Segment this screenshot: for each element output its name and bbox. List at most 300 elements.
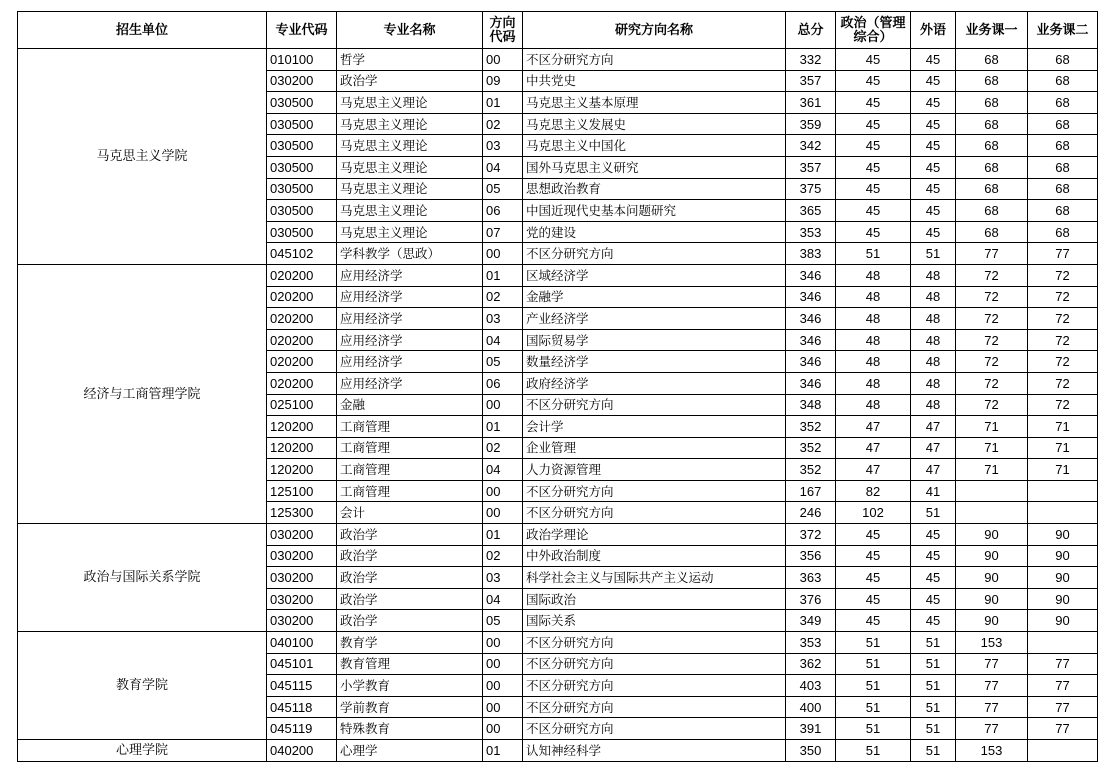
subject2-score-cell: 68 bbox=[1028, 49, 1098, 71]
header-cell: 总分 bbox=[786, 12, 836, 49]
subject2-score-cell: 68 bbox=[1028, 178, 1098, 200]
direction-code-cell: 00 bbox=[483, 675, 523, 697]
politics-score-cell: 45 bbox=[836, 610, 911, 632]
major-code-cell: 045118 bbox=[267, 696, 337, 718]
subject1-score-cell: 72 bbox=[956, 308, 1028, 330]
subject2-score-cell: 72 bbox=[1028, 286, 1098, 308]
total-score-cell: 365 bbox=[786, 200, 836, 222]
total-score-cell: 357 bbox=[786, 156, 836, 178]
language-score-cell: 45 bbox=[911, 113, 956, 135]
direction-code-cell: 00 bbox=[483, 502, 523, 524]
subject1-score-cell: 72 bbox=[956, 372, 1028, 394]
direction-code-cell: 03 bbox=[483, 308, 523, 330]
language-score-cell: 45 bbox=[911, 545, 956, 567]
politics-score-cell: 45 bbox=[836, 70, 911, 92]
language-score-cell: 41 bbox=[911, 480, 956, 502]
total-score-cell: 403 bbox=[786, 675, 836, 697]
major-code-cell: 120200 bbox=[267, 416, 337, 438]
major-name-cell: 应用经济学 bbox=[337, 286, 483, 308]
unit-cell: 政治与国际关系学院 bbox=[18, 524, 267, 632]
direction-name-cell: 中共党史 bbox=[523, 70, 786, 92]
subject2-score-cell: 71 bbox=[1028, 416, 1098, 438]
language-score-cell: 45 bbox=[911, 221, 956, 243]
major-code-cell: 020200 bbox=[267, 286, 337, 308]
language-score-cell: 45 bbox=[911, 92, 956, 114]
politics-score-cell: 51 bbox=[836, 718, 911, 740]
major-name-cell: 学前教育 bbox=[337, 696, 483, 718]
politics-score-cell: 51 bbox=[836, 632, 911, 654]
header-cell: 政治（管理综合） bbox=[836, 12, 911, 49]
direction-name-cell: 不区分研究方向 bbox=[523, 675, 786, 697]
subject2-score-cell: 72 bbox=[1028, 308, 1098, 330]
total-score-cell: 352 bbox=[786, 437, 836, 459]
subject2-score-cell: 77 bbox=[1028, 675, 1098, 697]
subject1-score-cell: 72 bbox=[956, 264, 1028, 286]
total-score-cell: 352 bbox=[786, 459, 836, 481]
major-code-cell: 030500 bbox=[267, 178, 337, 200]
politics-score-cell: 45 bbox=[836, 49, 911, 71]
politics-score-cell: 45 bbox=[836, 92, 911, 114]
major-name-cell: 金融 bbox=[337, 394, 483, 416]
unit-cell: 马克思主义学院 bbox=[18, 49, 267, 265]
header-cell: 方向代码 bbox=[483, 12, 523, 49]
header-row bbox=[18, 12, 1098, 49]
major-code-cell: 045115 bbox=[267, 675, 337, 697]
major-name-cell: 应用经济学 bbox=[337, 351, 483, 373]
subject2-score-cell: 77 bbox=[1028, 718, 1098, 740]
subject1-score-cell: 90 bbox=[956, 588, 1028, 610]
subject2-score-cell: 90 bbox=[1028, 610, 1098, 632]
major-name-cell: 政治学 bbox=[337, 610, 483, 632]
direction-name-cell: 科学社会主义与国际共产主义运动 bbox=[523, 567, 786, 589]
direction-code-cell: 03 bbox=[483, 567, 523, 589]
politics-score-cell: 45 bbox=[836, 113, 911, 135]
major-name-cell: 政治学 bbox=[337, 588, 483, 610]
language-score-cell: 45 bbox=[911, 49, 956, 71]
direction-code-cell: 00 bbox=[483, 696, 523, 718]
subject2-score-cell: 90 bbox=[1028, 588, 1098, 610]
total-score-cell: 375 bbox=[786, 178, 836, 200]
subject2-score-cell: 68 bbox=[1028, 113, 1098, 135]
subject2-score-cell: 90 bbox=[1028, 524, 1098, 546]
subject2-score-cell: 90 bbox=[1028, 545, 1098, 567]
subject1-score-cell: 72 bbox=[956, 329, 1028, 351]
language-score-cell: 48 bbox=[911, 308, 956, 330]
subject2-score-cell: 71 bbox=[1028, 459, 1098, 481]
major-name-cell: 马克思主义理论 bbox=[337, 200, 483, 222]
politics-score-cell: 45 bbox=[836, 178, 911, 200]
direction-code-cell: 06 bbox=[483, 372, 523, 394]
direction-code-cell: 00 bbox=[483, 49, 523, 71]
politics-score-cell: 51 bbox=[836, 740, 911, 762]
subject1-score-cell: 68 bbox=[956, 178, 1028, 200]
major-code-cell: 030500 bbox=[267, 200, 337, 222]
major-name-cell: 学科教学（思政） bbox=[337, 243, 483, 265]
politics-score-cell: 48 bbox=[836, 394, 911, 416]
subject1-score-cell bbox=[956, 502, 1028, 524]
header-cell: 专业名称 bbox=[337, 12, 483, 49]
subject2-score-cell: 90 bbox=[1028, 567, 1098, 589]
language-score-cell: 45 bbox=[911, 610, 956, 632]
direction-code-cell: 05 bbox=[483, 610, 523, 632]
major-name-cell: 政治学 bbox=[337, 545, 483, 567]
language-score-cell: 48 bbox=[911, 329, 956, 351]
politics-score-cell: 48 bbox=[836, 308, 911, 330]
total-score-cell: 353 bbox=[786, 221, 836, 243]
direction-code-cell: 05 bbox=[483, 351, 523, 373]
language-score-cell: 51 bbox=[911, 675, 956, 697]
major-code-cell: 045101 bbox=[267, 653, 337, 675]
major-code-cell: 030200 bbox=[267, 610, 337, 632]
subject1-score-cell: 68 bbox=[956, 200, 1028, 222]
total-score-cell: 342 bbox=[786, 135, 836, 157]
total-score-cell: 246 bbox=[786, 502, 836, 524]
major-code-cell: 030500 bbox=[267, 92, 337, 114]
major-code-cell: 020200 bbox=[267, 372, 337, 394]
politics-score-cell: 45 bbox=[836, 567, 911, 589]
subject1-score-cell: 153 bbox=[956, 740, 1028, 762]
major-code-cell: 030500 bbox=[267, 221, 337, 243]
language-score-cell: 45 bbox=[911, 156, 956, 178]
major-name-cell: 会计 bbox=[337, 502, 483, 524]
direction-name-cell: 不区分研究方向 bbox=[523, 696, 786, 718]
direction-code-cell: 07 bbox=[483, 221, 523, 243]
language-score-cell: 47 bbox=[911, 437, 956, 459]
major-name-cell: 政治学 bbox=[337, 524, 483, 546]
direction-code-cell: 00 bbox=[483, 653, 523, 675]
major-code-cell: 125100 bbox=[267, 480, 337, 502]
direction-code-cell: 02 bbox=[483, 113, 523, 135]
subject1-score-cell: 68 bbox=[956, 113, 1028, 135]
politics-score-cell: 47 bbox=[836, 437, 911, 459]
subject1-score-cell: 90 bbox=[956, 545, 1028, 567]
direction-name-cell: 思想政治教育 bbox=[523, 178, 786, 200]
language-score-cell: 51 bbox=[911, 243, 956, 265]
subject1-score-cell: 68 bbox=[956, 156, 1028, 178]
major-code-cell: 020200 bbox=[267, 329, 337, 351]
major-code-cell: 045119 bbox=[267, 718, 337, 740]
politics-score-cell: 45 bbox=[836, 588, 911, 610]
total-score-cell: 346 bbox=[786, 286, 836, 308]
subject1-score-cell: 71 bbox=[956, 437, 1028, 459]
direction-name-cell: 不区分研究方向 bbox=[523, 394, 786, 416]
subject2-score-cell: 72 bbox=[1028, 372, 1098, 394]
direction-name-cell: 不区分研究方向 bbox=[523, 49, 786, 71]
direction-code-cell: 05 bbox=[483, 178, 523, 200]
major-code-cell: 030200 bbox=[267, 545, 337, 567]
total-score-cell: 348 bbox=[786, 394, 836, 416]
direction-name-cell: 不区分研究方向 bbox=[523, 502, 786, 524]
unit-cell: 心理学院 bbox=[18, 740, 267, 762]
major-name-cell: 应用经济学 bbox=[337, 264, 483, 286]
direction-name-cell: 金融学 bbox=[523, 286, 786, 308]
direction-name-cell: 不区分研究方向 bbox=[523, 243, 786, 265]
subject2-score-cell: 72 bbox=[1028, 351, 1098, 373]
subject2-score-cell bbox=[1028, 502, 1098, 524]
major-code-cell: 020200 bbox=[267, 308, 337, 330]
direction-name-cell: 中国近现代史基本问题研究 bbox=[523, 200, 786, 222]
direction-code-cell: 00 bbox=[483, 243, 523, 265]
politics-score-cell: 45 bbox=[836, 135, 911, 157]
total-score-cell: 167 bbox=[786, 480, 836, 502]
major-name-cell: 马克思主义理论 bbox=[337, 156, 483, 178]
direction-name-cell: 不区分研究方向 bbox=[523, 653, 786, 675]
subject1-score-cell: 153 bbox=[956, 632, 1028, 654]
total-score-cell: 357 bbox=[786, 70, 836, 92]
major-code-cell: 120200 bbox=[267, 437, 337, 459]
total-score-cell: 349 bbox=[786, 610, 836, 632]
politics-score-cell: 48 bbox=[836, 351, 911, 373]
major-name-cell: 哲学 bbox=[337, 49, 483, 71]
total-score-cell: 376 bbox=[786, 588, 836, 610]
major-code-cell: 020200 bbox=[267, 351, 337, 373]
direction-name-cell: 不区分研究方向 bbox=[523, 632, 786, 654]
subject1-score-cell: 68 bbox=[956, 221, 1028, 243]
direction-code-cell: 04 bbox=[483, 459, 523, 481]
major-name-cell: 教育管理 bbox=[337, 653, 483, 675]
language-score-cell: 48 bbox=[911, 286, 956, 308]
subject1-score-cell: 77 bbox=[956, 718, 1028, 740]
subject2-score-cell: 77 bbox=[1028, 243, 1098, 265]
subject2-score-cell bbox=[1028, 740, 1098, 762]
direction-code-cell: 00 bbox=[483, 480, 523, 502]
major-name-cell: 工商管理 bbox=[337, 459, 483, 481]
subject1-score-cell: 72 bbox=[956, 394, 1028, 416]
direction-name-cell: 不区分研究方向 bbox=[523, 718, 786, 740]
subject1-score-cell: 72 bbox=[956, 286, 1028, 308]
table-row bbox=[18, 632, 1098, 654]
total-score-cell: 346 bbox=[786, 308, 836, 330]
major-code-cell: 025100 bbox=[267, 394, 337, 416]
major-name-cell: 马克思主义理论 bbox=[337, 178, 483, 200]
header-cell: 研究方向名称 bbox=[523, 12, 786, 49]
direction-name-cell: 人力资源管理 bbox=[523, 459, 786, 481]
subject1-score-cell: 68 bbox=[956, 70, 1028, 92]
major-code-cell: 030200 bbox=[267, 524, 337, 546]
direction-code-cell: 00 bbox=[483, 718, 523, 740]
language-score-cell: 51 bbox=[911, 653, 956, 675]
language-score-cell: 48 bbox=[911, 351, 956, 373]
politics-score-cell: 51 bbox=[836, 653, 911, 675]
major-name-cell: 政治学 bbox=[337, 70, 483, 92]
major-code-cell: 125300 bbox=[267, 502, 337, 524]
direction-code-cell: 04 bbox=[483, 329, 523, 351]
politics-score-cell: 48 bbox=[836, 286, 911, 308]
politics-score-cell: 51 bbox=[836, 696, 911, 718]
major-name-cell: 马克思主义理论 bbox=[337, 113, 483, 135]
major-code-cell: 030200 bbox=[267, 70, 337, 92]
subject2-score-cell: 72 bbox=[1028, 394, 1098, 416]
direction-name-cell: 中外政治制度 bbox=[523, 545, 786, 567]
language-score-cell: 48 bbox=[911, 372, 956, 394]
politics-score-cell: 45 bbox=[836, 156, 911, 178]
total-score-cell: 362 bbox=[786, 653, 836, 675]
total-score-cell: 391 bbox=[786, 718, 836, 740]
total-score-cell: 346 bbox=[786, 329, 836, 351]
subject2-score-cell: 68 bbox=[1028, 70, 1098, 92]
direction-name-cell: 区域经济学 bbox=[523, 264, 786, 286]
total-score-cell: 356 bbox=[786, 545, 836, 567]
direction-code-cell: 00 bbox=[483, 632, 523, 654]
major-name-cell: 教育学 bbox=[337, 632, 483, 654]
language-score-cell: 51 bbox=[911, 502, 956, 524]
direction-name-cell: 认知神经科学 bbox=[523, 740, 786, 762]
major-code-cell: 040100 bbox=[267, 632, 337, 654]
major-code-cell: 040200 bbox=[267, 740, 337, 762]
subject1-score-cell: 68 bbox=[956, 92, 1028, 114]
subject1-score-cell: 71 bbox=[956, 416, 1028, 438]
table-body bbox=[18, 49, 1098, 762]
major-name-cell: 工商管理 bbox=[337, 437, 483, 459]
politics-score-cell: 45 bbox=[836, 545, 911, 567]
politics-score-cell: 51 bbox=[836, 243, 911, 265]
major-code-cell: 010100 bbox=[267, 49, 337, 71]
direction-name-cell: 国际政治 bbox=[523, 588, 786, 610]
major-name-cell: 政治学 bbox=[337, 567, 483, 589]
direction-name-cell: 会计学 bbox=[523, 416, 786, 438]
politics-score-cell: 45 bbox=[836, 524, 911, 546]
total-score-cell: 352 bbox=[786, 416, 836, 438]
subject2-score-cell bbox=[1028, 480, 1098, 502]
direction-name-cell: 国外马克思主义研究 bbox=[523, 156, 786, 178]
subject1-score-cell bbox=[956, 480, 1028, 502]
direction-code-cell: 03 bbox=[483, 135, 523, 157]
politics-score-cell: 47 bbox=[836, 459, 911, 481]
language-score-cell: 45 bbox=[911, 567, 956, 589]
subject2-score-cell: 68 bbox=[1028, 92, 1098, 114]
direction-code-cell: 09 bbox=[483, 70, 523, 92]
header-cell: 专业代码 bbox=[267, 12, 337, 49]
direction-code-cell: 02 bbox=[483, 286, 523, 308]
language-score-cell: 45 bbox=[911, 588, 956, 610]
direction-name-cell: 产业经济学 bbox=[523, 308, 786, 330]
total-score-cell: 361 bbox=[786, 92, 836, 114]
direction-name-cell: 不区分研究方向 bbox=[523, 480, 786, 502]
language-score-cell: 45 bbox=[911, 200, 956, 222]
total-score-cell: 353 bbox=[786, 632, 836, 654]
language-score-cell: 45 bbox=[911, 524, 956, 546]
language-score-cell: 47 bbox=[911, 459, 956, 481]
subject1-score-cell: 77 bbox=[956, 696, 1028, 718]
politics-score-cell: 82 bbox=[836, 480, 911, 502]
subject2-score-cell: 77 bbox=[1028, 696, 1098, 718]
major-code-cell: 120200 bbox=[267, 459, 337, 481]
major-code-cell: 045102 bbox=[267, 243, 337, 265]
politics-score-cell: 48 bbox=[836, 372, 911, 394]
direction-code-cell: 04 bbox=[483, 588, 523, 610]
language-score-cell: 51 bbox=[911, 632, 956, 654]
subject2-score-cell bbox=[1028, 632, 1098, 654]
major-name-cell: 应用经济学 bbox=[337, 329, 483, 351]
direction-code-cell: 06 bbox=[483, 200, 523, 222]
total-score-cell: 332 bbox=[786, 49, 836, 71]
major-name-cell: 马克思主义理论 bbox=[337, 92, 483, 114]
language-score-cell: 47 bbox=[911, 416, 956, 438]
direction-code-cell: 01 bbox=[483, 740, 523, 762]
subject1-score-cell: 90 bbox=[956, 610, 1028, 632]
direction-code-cell: 01 bbox=[483, 264, 523, 286]
politics-score-cell: 51 bbox=[836, 675, 911, 697]
politics-score-cell: 48 bbox=[836, 264, 911, 286]
table-row bbox=[18, 740, 1098, 762]
major-code-cell: 020200 bbox=[267, 264, 337, 286]
total-score-cell: 372 bbox=[786, 524, 836, 546]
header-cell: 招生单位 bbox=[18, 12, 267, 49]
direction-name-cell: 马克思主义基本原理 bbox=[523, 92, 786, 114]
direction-name-cell: 数量经济学 bbox=[523, 351, 786, 373]
subject2-score-cell: 72 bbox=[1028, 264, 1098, 286]
subject1-score-cell: 68 bbox=[956, 135, 1028, 157]
table-row bbox=[18, 264, 1098, 286]
subject1-score-cell: 71 bbox=[956, 459, 1028, 481]
total-score-cell: 363 bbox=[786, 567, 836, 589]
direction-code-cell: 01 bbox=[483, 92, 523, 114]
language-score-cell: 51 bbox=[911, 696, 956, 718]
direction-code-cell: 04 bbox=[483, 156, 523, 178]
politics-score-cell: 102 bbox=[836, 502, 911, 524]
direction-code-cell: 02 bbox=[483, 437, 523, 459]
subject1-score-cell: 68 bbox=[956, 49, 1028, 71]
subject2-score-cell: 68 bbox=[1028, 221, 1098, 243]
language-score-cell: 48 bbox=[911, 394, 956, 416]
major-code-cell: 030200 bbox=[267, 567, 337, 589]
major-code-cell: 030200 bbox=[267, 588, 337, 610]
total-score-cell: 400 bbox=[786, 696, 836, 718]
header-cell: 外语 bbox=[911, 12, 956, 49]
direction-code-cell: 00 bbox=[483, 394, 523, 416]
score-table bbox=[17, 11, 1098, 762]
header-cell: 业务课一 bbox=[956, 12, 1028, 49]
major-name-cell: 马克思主义理论 bbox=[337, 135, 483, 157]
direction-name-cell: 国际关系 bbox=[523, 610, 786, 632]
direction-name-cell: 国际贸易学 bbox=[523, 329, 786, 351]
subject2-score-cell: 72 bbox=[1028, 329, 1098, 351]
subject1-score-cell: 72 bbox=[956, 351, 1028, 373]
major-code-cell: 030500 bbox=[267, 113, 337, 135]
politics-score-cell: 45 bbox=[836, 200, 911, 222]
subject1-score-cell: 90 bbox=[956, 524, 1028, 546]
major-name-cell: 工商管理 bbox=[337, 416, 483, 438]
language-score-cell: 51 bbox=[911, 740, 956, 762]
total-score-cell: 346 bbox=[786, 264, 836, 286]
subject2-score-cell: 71 bbox=[1028, 437, 1098, 459]
subject1-score-cell: 77 bbox=[956, 675, 1028, 697]
total-score-cell: 346 bbox=[786, 372, 836, 394]
major-name-cell: 特殊教育 bbox=[337, 718, 483, 740]
politics-score-cell: 48 bbox=[836, 329, 911, 351]
direction-name-cell: 党的建设 bbox=[523, 221, 786, 243]
direction-name-cell: 马克思主义发展史 bbox=[523, 113, 786, 135]
major-name-cell: 工商管理 bbox=[337, 480, 483, 502]
major-name-cell: 马克思主义理论 bbox=[337, 221, 483, 243]
major-name-cell: 小学教育 bbox=[337, 675, 483, 697]
total-score-cell: 359 bbox=[786, 113, 836, 135]
total-score-cell: 383 bbox=[786, 243, 836, 265]
major-name-cell: 应用经济学 bbox=[337, 308, 483, 330]
politics-score-cell: 45 bbox=[836, 221, 911, 243]
subject1-score-cell: 90 bbox=[956, 567, 1028, 589]
direction-name-cell: 政府经济学 bbox=[523, 372, 786, 394]
language-score-cell: 45 bbox=[911, 178, 956, 200]
major-name-cell: 应用经济学 bbox=[337, 372, 483, 394]
subject1-score-cell: 77 bbox=[956, 243, 1028, 265]
unit-cell: 教育学院 bbox=[18, 632, 267, 740]
major-name-cell: 心理学 bbox=[337, 740, 483, 762]
header-cell: 业务课二 bbox=[1028, 12, 1098, 49]
language-score-cell: 48 bbox=[911, 264, 956, 286]
direction-name-cell: 政治学理论 bbox=[523, 524, 786, 546]
subject2-score-cell: 68 bbox=[1028, 135, 1098, 157]
